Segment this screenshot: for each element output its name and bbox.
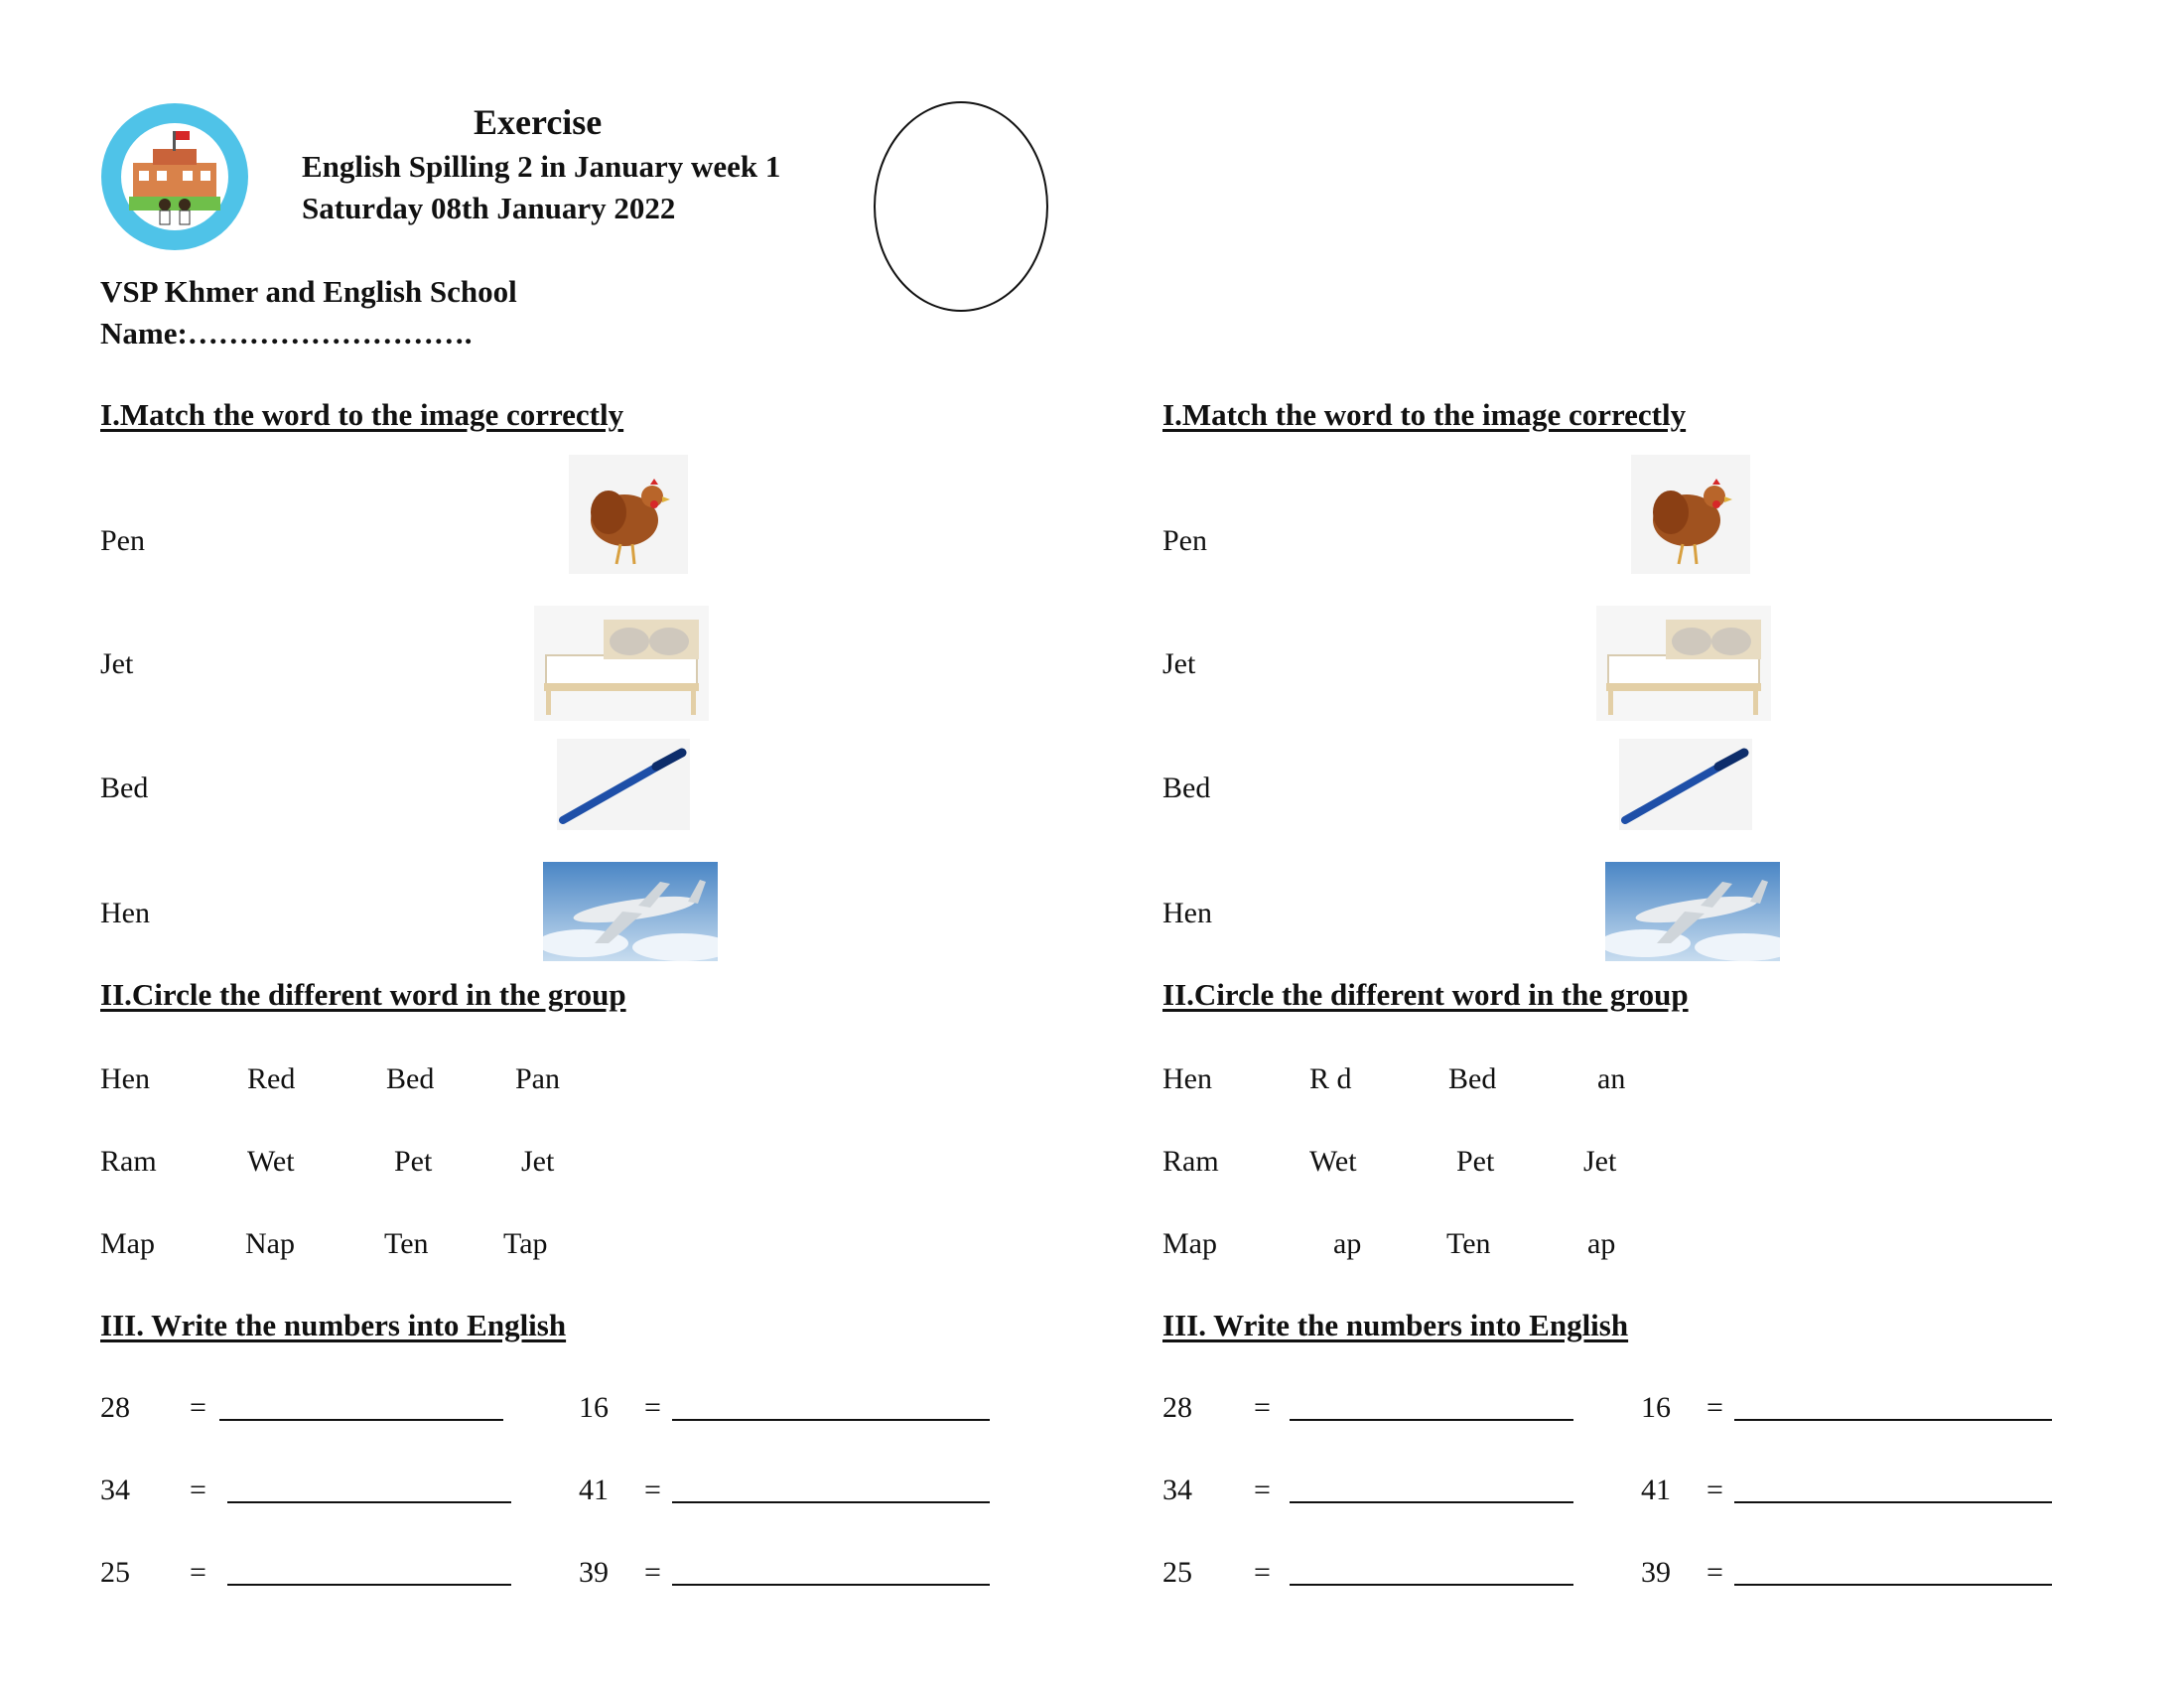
answer-line[interactable] [1734, 1393, 2052, 1426]
group-word: Wet [247, 1145, 295, 1178]
answer-line[interactable] [219, 1393, 503, 1426]
group-word: Ram [100, 1145, 157, 1178]
number-label: 28 [1162, 1391, 1192, 1424]
hen-image [1631, 455, 1750, 574]
group-word: Bed [1448, 1062, 1497, 1095]
group-word: Jet [521, 1145, 555, 1178]
number-label: 28 [100, 1391, 130, 1424]
exercise-date: Saturday 08th January 2022 [302, 191, 676, 225]
bed-image [534, 606, 709, 721]
equals-sign: = [1254, 1556, 1271, 1589]
number-label: 39 [579, 1556, 609, 1589]
equals-sign: = [190, 1556, 206, 1589]
equals-sign: = [644, 1474, 661, 1506]
score-oval [874, 101, 1048, 312]
match-heading: I.Match the word to the image correctly [100, 397, 624, 432]
match-word: Jet [1162, 647, 1196, 680]
group-word: Red [247, 1062, 296, 1095]
equals-sign: = [1254, 1391, 1271, 1424]
page-title: Exercise [474, 102, 603, 142]
group-word: Jet [1583, 1145, 1617, 1178]
number-label: 34 [100, 1474, 130, 1506]
school-logo [99, 101, 250, 252]
number-label: 25 [1162, 1556, 1192, 1589]
name-field-label: Name:………………………. [100, 316, 473, 351]
school-name: VSP Khmer and English School [100, 274, 517, 309]
group-word: R d [1309, 1062, 1352, 1095]
equals-sign: = [190, 1474, 206, 1506]
answer-line[interactable] [227, 1476, 511, 1508]
pen-image [557, 739, 690, 830]
match-word: Pen [100, 524, 145, 557]
group-word: Hen [1162, 1062, 1212, 1095]
number-label: 16 [579, 1391, 609, 1424]
hen-image [569, 455, 688, 574]
group-word: Ram [1162, 1145, 1219, 1178]
answer-line[interactable] [1290, 1476, 1573, 1508]
group-word: Map [100, 1227, 155, 1260]
group-word: Nap [245, 1227, 295, 1260]
match-heading: I.Match the word to the image correctly [1162, 397, 1687, 432]
group-word: Tap [503, 1227, 548, 1260]
group-word: Pet [394, 1145, 433, 1178]
group-word: Ten [384, 1227, 429, 1260]
circle-heading: II.Circle the different word in the group [100, 977, 626, 1012]
equals-sign: = [1706, 1474, 1723, 1506]
group-word: Ten [1446, 1227, 1491, 1260]
answer-line[interactable] [1734, 1476, 2052, 1508]
group-word: Map [1162, 1227, 1217, 1260]
equals-sign: = [644, 1556, 661, 1589]
jet-image [543, 862, 718, 961]
match-word: Hen [100, 897, 150, 929]
group-word: Wet [1309, 1145, 1357, 1178]
equals-sign: = [1254, 1474, 1271, 1506]
group-word: an [1597, 1062, 1626, 1095]
numbers-heading: III. Write the numbers into English [100, 1308, 567, 1342]
group-word: Pan [515, 1062, 560, 1095]
answer-line[interactable] [1734, 1558, 2052, 1591]
number-label: 16 [1641, 1391, 1671, 1424]
group-word: ap [1587, 1227, 1616, 1260]
number-label: 34 [1162, 1474, 1192, 1506]
answer-line[interactable] [1290, 1558, 1573, 1591]
answer-line[interactable] [672, 1558, 990, 1591]
equals-sign: = [190, 1391, 206, 1424]
group-word: Pet [1456, 1145, 1495, 1178]
number-label: 39 [1641, 1556, 1671, 1589]
answer-line[interactable] [672, 1393, 990, 1426]
number-label: 41 [579, 1474, 609, 1506]
number-label: 41 [1641, 1474, 1671, 1506]
equals-sign: = [644, 1391, 661, 1424]
number-label: 25 [100, 1556, 130, 1589]
circle-heading: II.Circle the different word in the group [1162, 977, 1689, 1012]
match-word: Bed [100, 772, 149, 804]
group-word: Bed [386, 1062, 435, 1095]
page-subtitle: English Spilling 2 in January week 1 [302, 149, 781, 184]
answer-line[interactable] [227, 1558, 511, 1591]
group-word: ap [1333, 1227, 1362, 1260]
equals-sign: = [1706, 1556, 1723, 1589]
match-word: Jet [100, 647, 134, 680]
match-word: Bed [1162, 772, 1211, 804]
pen-image [1619, 739, 1752, 830]
match-word: Pen [1162, 524, 1207, 557]
jet-image [1605, 862, 1780, 961]
equals-sign: = [1706, 1391, 1723, 1424]
bed-image [1596, 606, 1771, 721]
answer-line[interactable] [1290, 1393, 1573, 1426]
numbers-heading: III. Write the numbers into English [1162, 1308, 1629, 1342]
answer-line[interactable] [672, 1476, 990, 1508]
match-word: Hen [1162, 897, 1212, 929]
group-word: Hen [100, 1062, 150, 1095]
